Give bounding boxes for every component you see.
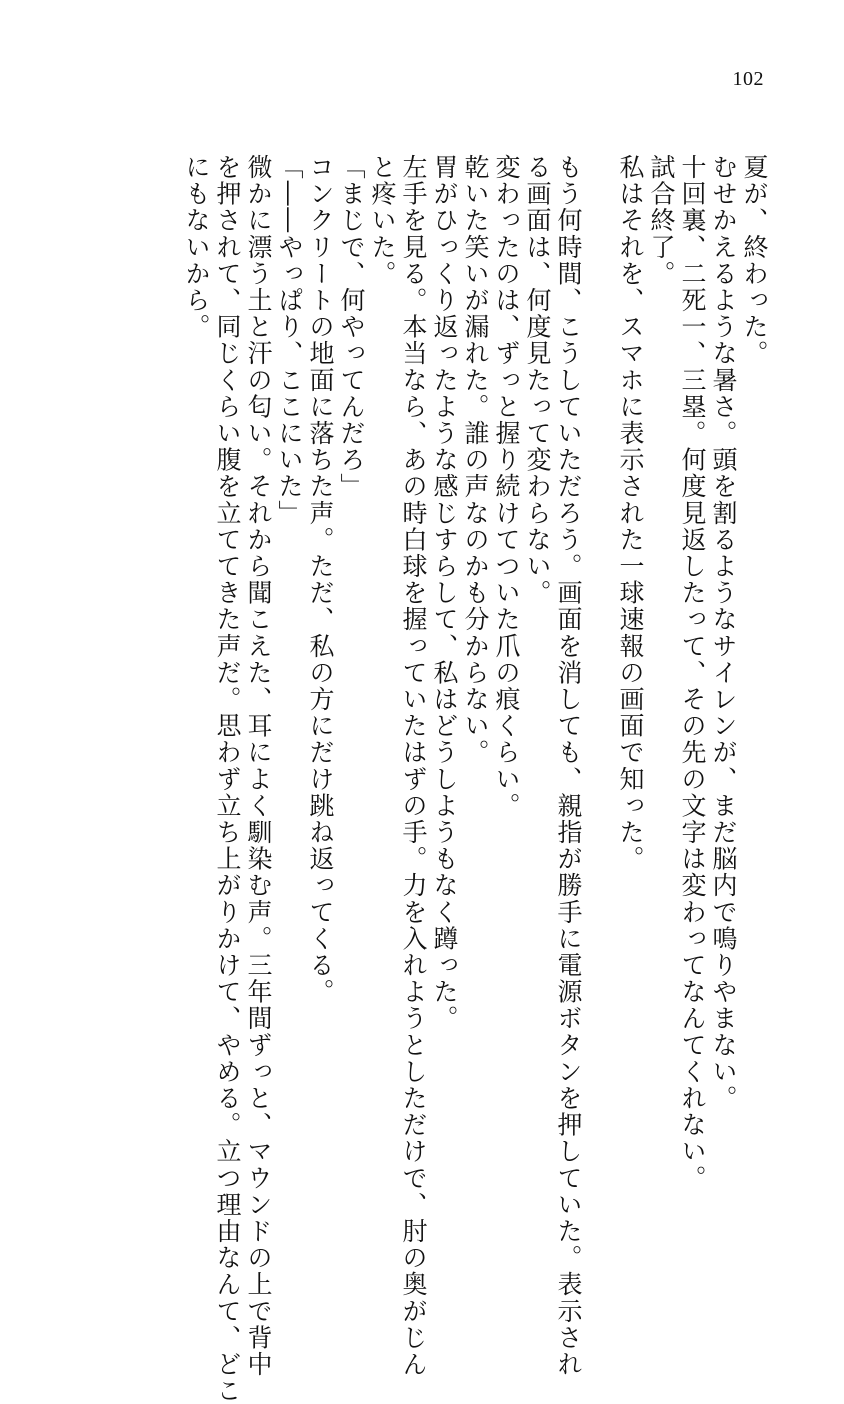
text-line: 微かに漂う土と汗の匂い。それから聞こえた、耳によく馴染む声。三年間ずっと、マウンドの上で背中: [244, 154, 273, 1378]
text-line: 乾いた笑いが漏れた。誰の声なのかも分からない。: [461, 154, 490, 766]
text-line: 私はそれを、スマホに表示された一球速報の画面で知った。: [616, 154, 645, 873]
body-text: [181, 154, 770, 1404]
blank-line: [584, 154, 615, 1134]
text-line: 夏が、終わった。: [740, 154, 769, 367]
text-line: 十回裏、二死一、三塁。何度見返したって、その先の文字は変わってなんてくれない。: [678, 154, 707, 1192]
text-line: 胃がひっくり返ったような感じすらして、私はどうしようもなく蹲った。: [430, 154, 459, 1032]
text-line: もう何時間、こうしていただろう。画面を消しても、親指が勝手に電源ボタンを押していた。表示され: [554, 154, 583, 1378]
text-line: る画面は、何度見たって変わらない。: [523, 154, 552, 607]
text-line: にもないから。: [182, 154, 211, 341]
text-line: 「まじで、何やってんだろ」: [337, 154, 366, 500]
text-line: 変わったのは、ずっと握り続けてついた爪の痕くらい。: [492, 154, 521, 819]
text-line: むせかえるような暑さ。頭を割るようなサイレンが、まだ脳内で鳴りやまない。: [709, 154, 738, 1112]
text-line: コンクリートの地面に落ちた声。ただ、私の方にだけ跳ね返ってくる。: [306, 154, 335, 1006]
text-line: と疼いた。: [368, 154, 397, 287]
text-line: 左手を見る。本当なら、あの時白球を握っていたはずの手。力を入れようとしただけで、肘の奥がじん: [399, 154, 428, 1378]
text-line: 試合終了。: [647, 154, 676, 287]
page-number: 102: [732, 68, 764, 90]
text-line: を押されて、同じくらい腹を立ててきた声だ。思わず立ち上がりかけて、やめる。立つ理由なんて、どこ: [213, 154, 242, 1404]
text-line: 「――やっぱり、ここにいた」: [275, 154, 304, 527]
